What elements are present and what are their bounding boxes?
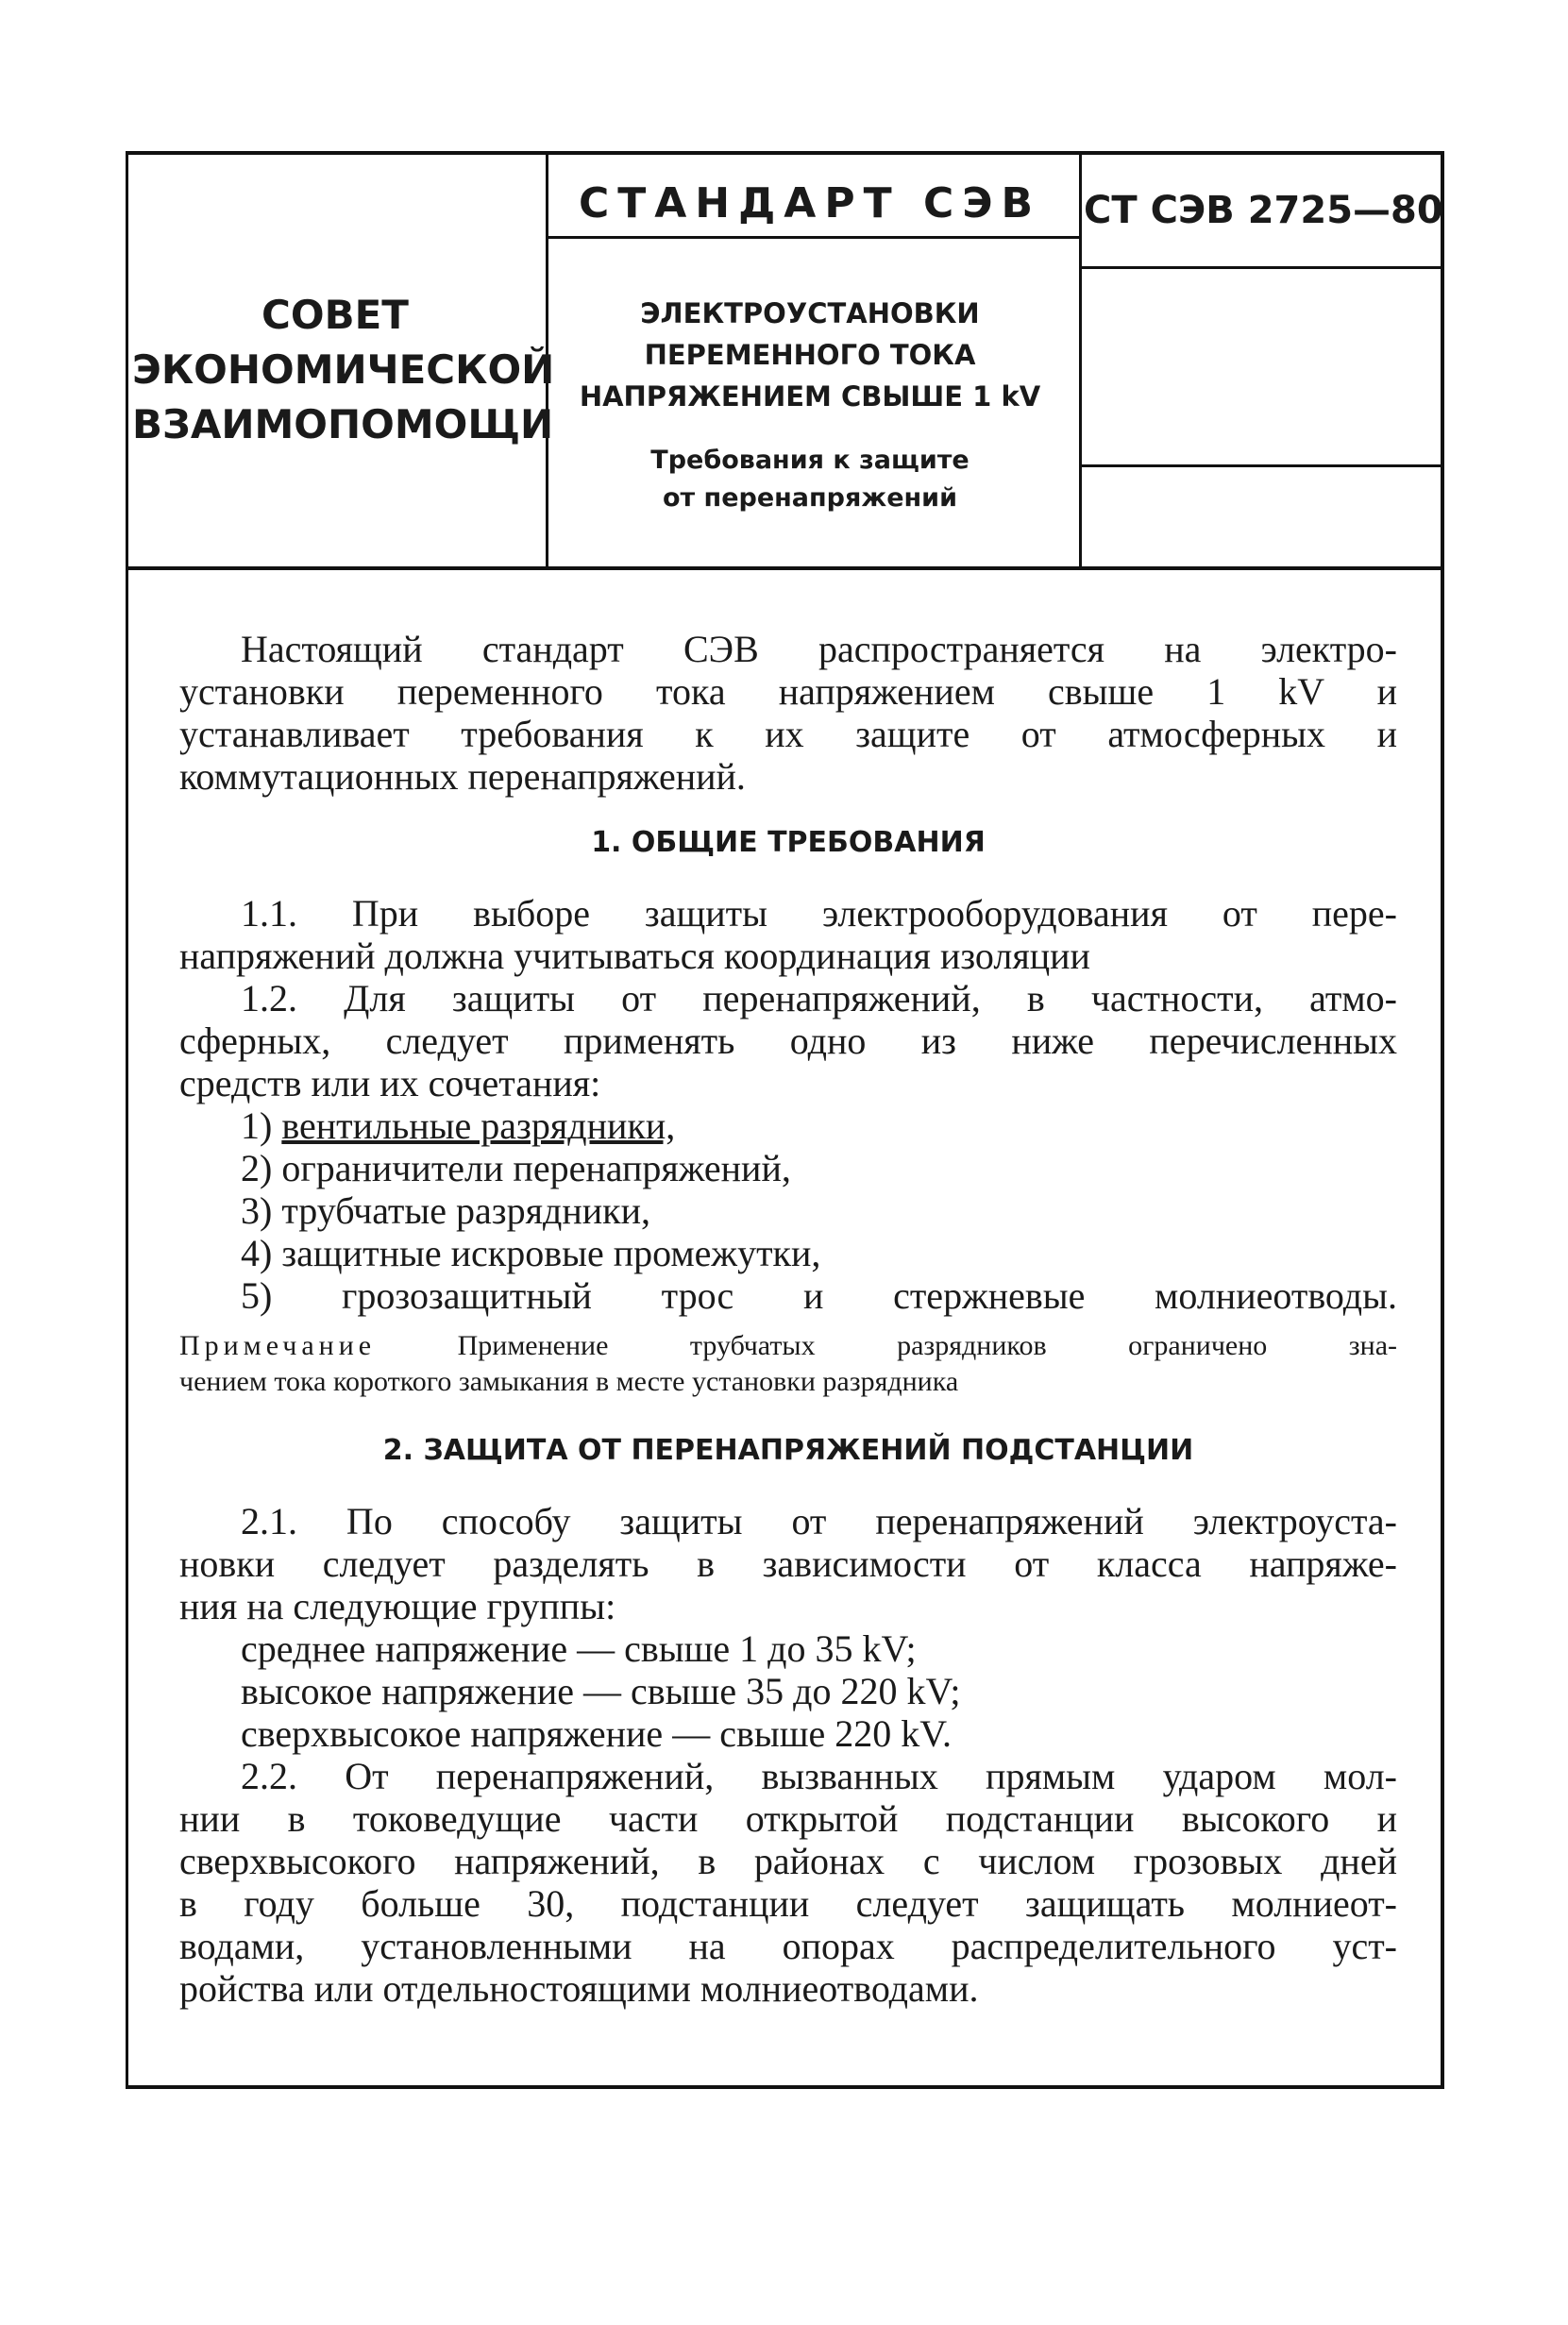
note-label: Примечание xyxy=(179,1330,377,1361)
section-1-heading: 1. ОБЩИЕ ТРЕБОВАНИЯ xyxy=(591,826,986,859)
list-number: 4) xyxy=(241,1232,273,1274)
title-line: ПЕРЕМЕННОГО ТОКА xyxy=(644,339,976,371)
list-text: ограничители перенапряжений, xyxy=(281,1147,791,1189)
text-line xyxy=(179,1328,1397,1364)
standard-label-rule xyxy=(546,236,1079,239)
text-line: напряжений должна учитываться координация изоляции xyxy=(179,935,1090,977)
intro-paragraph xyxy=(179,628,1397,798)
note xyxy=(179,1328,1397,1400)
list-number: 3) xyxy=(241,1189,273,1232)
list-number: 1) xyxy=(241,1104,273,1147)
list-item xyxy=(179,1104,1397,1147)
text-line: 1.1. При выборе защиты электрооборудования от пере- xyxy=(241,892,1397,935)
header-column-divider-right xyxy=(1079,151,1082,566)
paragraph-1-2 xyxy=(179,977,1397,1104)
standard-label: СТАНДАРТ СЭВ xyxy=(578,179,1042,227)
text-line: средств или их сочетания: xyxy=(179,1062,601,1104)
list-item xyxy=(179,1232,1397,1274)
header-divider xyxy=(126,566,1442,570)
number-cell-rule-1 xyxy=(1079,266,1442,269)
council-line: ВЗАИМОПОМОЩИ xyxy=(132,401,554,447)
document-body xyxy=(179,628,1397,2010)
subtitle-line: Требования к защите xyxy=(650,446,969,475)
text-line: ройства или отдельностоящими молниеотводами. xyxy=(179,1967,979,2010)
standard-number: СТ СЭВ 2725—80 xyxy=(1084,189,1443,232)
council-line: СОВЕТ xyxy=(261,292,409,338)
section-2-heading: 2. ЗАЩИТА ОТ ПЕРЕНАПРЯЖЕНИЙ ПОДСТАНЦИИ xyxy=(382,1434,1194,1467)
note-text: Применение трубчатых разрядников ограничено зна- xyxy=(457,1330,1397,1361)
text-line: чением тока короткого замыкания в месте установки разрядника xyxy=(179,1366,959,1397)
text-line: установки переменного тока напряжением свыше 1 kV и xyxy=(179,670,1397,713)
list-text: трубчатые разрядники, xyxy=(281,1189,650,1232)
subtitle-line: от перенапряжений xyxy=(662,483,958,513)
text-line: коммутационных перенапряжений. xyxy=(179,755,746,798)
council-line: ЭКОНОМИЧЕСКОЙ xyxy=(132,346,555,393)
list-item xyxy=(179,1147,1397,1189)
list-item: сверхвысокое напряжение — свыше 220 kV. xyxy=(241,1712,952,1755)
text-line: Настоящий стандарт СЭВ распространяется на электро- xyxy=(241,628,1397,670)
text-line: новки следует разделять в зависимости от класса напряже- xyxy=(179,1542,1397,1585)
text-line: 2.2. От перенапряжений, вызванных прямым ударом мол- xyxy=(241,1755,1397,1797)
text-line: водами, установленными на опорах распределительного уст- xyxy=(179,1925,1397,1967)
list-item xyxy=(179,1274,1397,1317)
paragraph-1-1 xyxy=(179,892,1397,977)
text-line: устанавливает требования к их защите от атмосферных и xyxy=(179,713,1397,755)
standard-title xyxy=(546,293,1074,417)
text-line: нии в токоведущие части открытой подстанции высокого и xyxy=(179,1797,1397,1840)
list-text: защитные искровые промежутки, xyxy=(281,1232,821,1274)
protection-means-list xyxy=(179,1104,1397,1317)
standard-subtitle xyxy=(546,442,1074,517)
title-line: ЭЛЕКТРОУСТАНОВКИ xyxy=(640,297,980,329)
text-line: сферных, следует применять одно из ниже перечисленных xyxy=(179,1019,1397,1062)
number-cell-rule-2 xyxy=(1079,464,1442,467)
list-number: 2) xyxy=(241,1147,273,1189)
text-line: 1.2. Для защиты от перенапряжений, в частности, атмо- xyxy=(241,977,1397,1019)
list-item xyxy=(179,1189,1397,1232)
council-name xyxy=(132,288,555,452)
list-item: среднее напряжение — свыше 1 до 35 kV; xyxy=(241,1627,917,1670)
paragraph-2-2 xyxy=(179,1755,1397,2010)
text-line: в году больше 30, подстанции следует защищать молниеот- xyxy=(179,1882,1397,1925)
paragraph-2-1 xyxy=(179,1500,1397,1627)
list-text: вентильные разрядники, xyxy=(281,1104,676,1147)
list-item: высокое напряжение — свыше 35 до 220 kV; xyxy=(241,1670,961,1712)
voltage-groups xyxy=(179,1627,1397,1755)
text-line: 2.1. По способу защиты от перенапряжений электроуста- xyxy=(241,1500,1397,1542)
title-line: НАПРЯЖЕНИЕМ СВЫШЕ 1 kV xyxy=(579,380,1041,413)
text-line: ния на следующие группы: xyxy=(179,1585,616,1627)
list-text: грозозащитный трос и стержневые молниеотводы. xyxy=(342,1274,1398,1317)
text-line: сверхвысокого напряжений, в районах с числом грозовых дней xyxy=(179,1840,1397,1882)
list-number: 5) xyxy=(241,1274,273,1317)
